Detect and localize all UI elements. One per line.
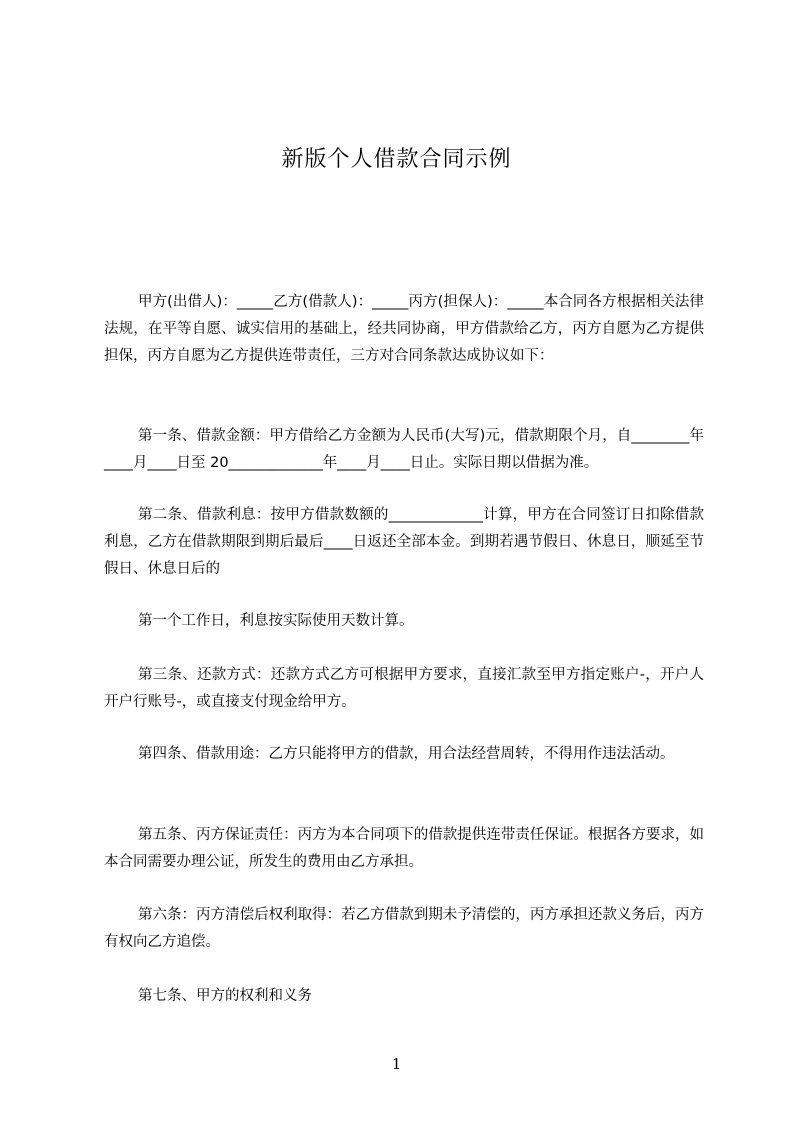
- article-7-heading: 第七条、甲方的权利和义务: [138, 988, 312, 1004]
- contract-parties-paragraph: 甲方(出借人)：_____乙方(借款人)：_____丙方(担保人)：_____本合同各方根据相关法律法规，在平等自愿、诚实信用的基础上，经共同协商，甲方借款给乙方，丙方自愿为乙方提供担保，丙方自愿为乙方提供连带责任，三方对合同条款达成协议如下：: [104, 294, 704, 364]
- article-1-loan-amount: 第一条、借款金额：甲方借给乙方金额为人民币(大写)元，借款期限个月，自________年____月____日至 20_____________年____月____日止。实际日期以借据为准。: [104, 428, 704, 471]
- article-2-continuation: 第一个工作日，利息按实际使用天数计算。: [138, 613, 414, 629]
- article-3-repayment-method: 第三条、还款方式：还款方式乙方可根据甲方要求，直接汇款至甲方指定账户-，开户人开户行账号-，或直接支付现金给甲方。: [104, 667, 704, 710]
- article-2-loan-interest: 第二条、借款利息：按甲方借款数额的_____________计算，甲方在合同签订日扣除借款利息，乙方在借款期限到期后最后____日返还全部本金。到期若遇节假日、休息日，顺延至节假日、休息日后的: [104, 507, 704, 577]
- article-4-loan-purpose: 第四条、借款用途：乙方只能将甲方的借款，用合法经营周转，不得用作违法活动。: [138, 746, 675, 762]
- article-5-guarantee-liability: 第五条、丙方保证责任：丙方为本合同项下的借款提供连带责任保证。根据各方要求，如本合同需要办理公证，所发生的费用由乙方承担。: [104, 827, 704, 870]
- document-title: 新版个人借款合同示例: [281, 147, 512, 172]
- page-number: 1: [391, 1055, 402, 1073]
- article-6-recourse-rights: 第六条：丙方清偿后权利取得：若乙方借款到期未予清偿的，丙方承担还款义务后，丙方有权向乙方追偿。: [104, 907, 704, 950]
